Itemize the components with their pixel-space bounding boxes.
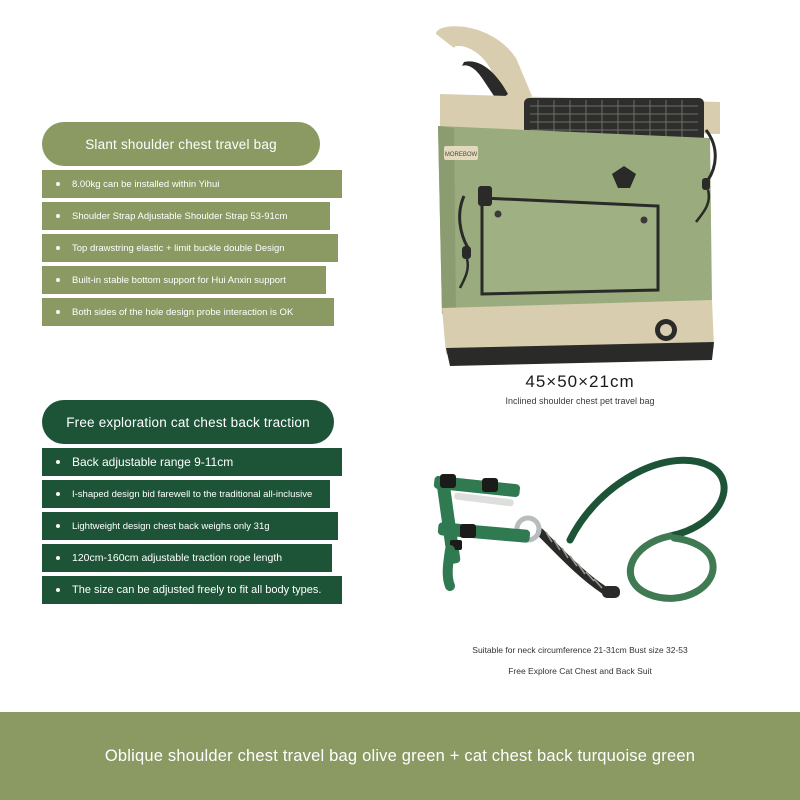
list-item-label: Built-in stable bottom support for Hui Anxin support [72, 274, 286, 286]
bullet-dot-icon [56, 492, 60, 496]
bullet-dot-icon [56, 588, 60, 592]
list-item [42, 544, 332, 572]
bottom-banner [0, 712, 800, 800]
bullet-dot-icon [56, 182, 60, 186]
list-item-label: 120cm-160cm adjustable traction rope length [72, 552, 283, 564]
list-item-label: Shoulder Strap Adjustable Shoulder Strap 53-91cm [72, 210, 288, 222]
bullet-dot-icon [56, 524, 60, 528]
list-item [42, 480, 330, 508]
bullet-dot-icon [56, 460, 60, 464]
bag-subtitle-caption: Inclined shoulder chest pet travel bag [505, 396, 655, 406]
list-item [42, 202, 330, 230]
brand-tag-label: MOREBOW [444, 152, 478, 158]
bullet-dot-icon [56, 246, 60, 250]
bullet-dot-icon [56, 310, 60, 314]
list-item [42, 512, 338, 540]
list-item-label: The size can be adjusted freely to fit all body types. [72, 584, 322, 596]
list-item-label: Back adjustable range 9-11cm [72, 455, 234, 469]
harness-size-caption: Suitable for neck circumference 21-31cm Bust size 32-53 [472, 645, 688, 655]
list-item-label: Top drawstring elastic + limit buckle double Design [72, 242, 285, 254]
list-item [42, 576, 342, 604]
bullet-dot-icon [56, 556, 60, 560]
bag-dimensions-caption: 45×50×21cm [525, 372, 635, 391]
list-item-label: I-shaped design bid farewell to the traditional all-inclusive [72, 488, 313, 500]
list-item [42, 170, 342, 198]
bag-feature-panel [42, 122, 342, 326]
harness-product-image [420, 440, 750, 640]
list-item-label: Both sides of the hole design probe interaction is OK [72, 306, 294, 318]
list-item [42, 298, 334, 326]
bottom-banner-label: Oblique shoulder chest travel bag olive green + cat chest back turquoise green [104, 746, 696, 765]
harness-panel-title: Free exploration cat chest back traction [42, 400, 334, 444]
bullet-dot-icon [56, 278, 60, 282]
bullet-dot-icon [56, 214, 60, 218]
bag-panel-title: Slant shoulder chest travel bag [42, 122, 320, 166]
list-item-label: 8.00kg can be installed within Yihui [72, 178, 220, 190]
list-item [42, 266, 326, 294]
list-item-label: Lightweight design chest back weighs only 31g [72, 520, 270, 532]
harness-name-caption: Free Explore Cat Chest and Back Suit [508, 666, 652, 676]
bag-product-image [420, 18, 740, 373]
list-item [42, 448, 342, 476]
list-item [42, 234, 338, 262]
harness-feature-panel [42, 400, 342, 604]
